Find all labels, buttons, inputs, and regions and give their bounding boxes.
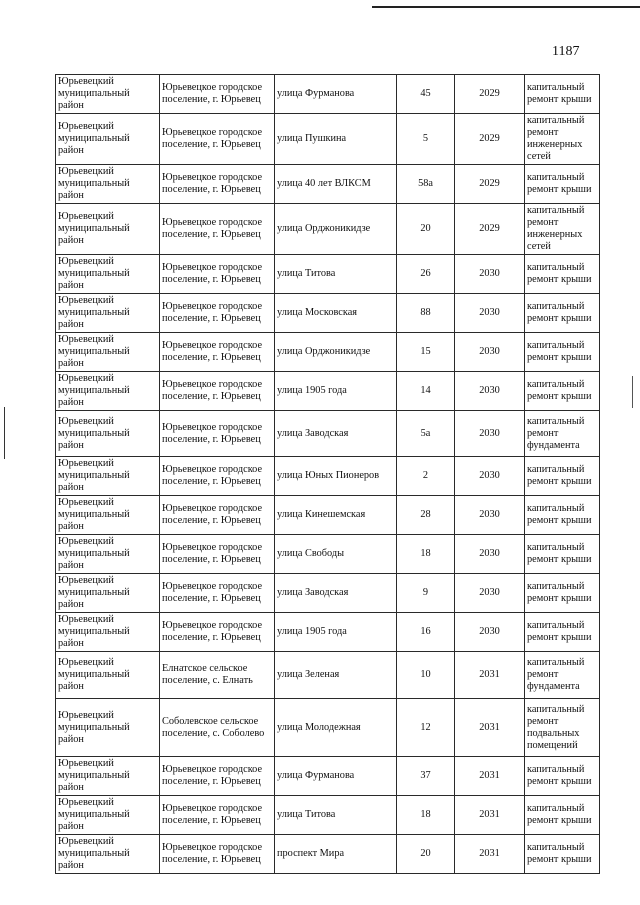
year-cell: 2029 [455,165,525,204]
house-number-cell: 26 [397,255,455,294]
street-cell: улица Заводская [275,574,397,613]
table-row [56,333,600,372]
district-cell: Юрьевецкий муниципальный район [56,114,160,165]
street-cell: улица Заводская [275,411,397,457]
work-type-cell: капитальный ремонт крыши [525,757,600,796]
work-type-cell: капитальный ремонт крыши [525,165,600,204]
house-number-cell: 5а [397,411,455,457]
table-row [56,294,600,333]
district-cell: Юрьевецкий муниципальный район [56,255,160,294]
district-cell: Юрьевецкий муниципальный район [56,372,160,411]
year-cell: 2030 [455,372,525,411]
settlement-cell: Юрьевецкое городское поселение, г. Юрьевец [160,372,275,411]
housing-repair-table [55,74,600,874]
year-cell: 2030 [455,535,525,574]
settlement-cell: Юрьевецкое городское поселение, г. Юрьевец [160,204,275,255]
work-type-cell: капитальный ремонт фундамента [525,652,600,699]
settlement-cell: Юрьевецкое городское поселение, г. Юрьевец [160,535,275,574]
table-row [56,114,600,165]
street-cell: улица 1905 года [275,372,397,411]
settlement-cell: Юрьевецкое городское поселение, г. Юрьевец [160,75,275,114]
house-number-cell: 37 [397,757,455,796]
house-number-cell: 16 [397,613,455,652]
table-row [56,255,600,294]
settlement-cell: Соболевское сельское поселение, с. Соболево [160,699,275,757]
street-cell: проспект Мира [275,835,397,874]
house-number-cell: 20 [397,835,455,874]
year-cell: 2031 [455,835,525,874]
scan-edge-mark-right [632,376,633,408]
district-cell: Юрьевецкий муниципальный район [56,204,160,255]
street-cell: улица Московская [275,294,397,333]
year-cell: 2031 [455,652,525,699]
year-cell: 2030 [455,255,525,294]
settlement-cell: Юрьевецкое городское поселение, г. Юрьевец [160,411,275,457]
street-cell: улица Фурманова [275,75,397,114]
street-cell: улица 1905 года [275,613,397,652]
street-cell: улица Молодежная [275,699,397,757]
work-type-cell: капитальный ремонт крыши [525,796,600,835]
house-number-cell: 10 [397,652,455,699]
district-cell: Юрьевецкий муниципальный район [56,757,160,796]
table-row [56,165,600,204]
work-type-cell: капитальный ремонт крыши [525,255,600,294]
house-number-cell: 20 [397,204,455,255]
work-type-cell: капитальный ремонт инженерных сетей [525,204,600,255]
work-type-cell: капитальный ремонт крыши [525,457,600,496]
year-cell: 2030 [455,294,525,333]
year-cell: 2029 [455,204,525,255]
settlement-cell: Юрьевецкое городское поселение, г. Юрьевец [160,333,275,372]
district-cell: Юрьевецкий муниципальный район [56,835,160,874]
year-cell: 2031 [455,757,525,796]
year-cell: 2030 [455,457,525,496]
work-type-cell: капитальный ремонт крыши [525,333,600,372]
settlement-cell: Юрьевецкое городское поселение, г. Юрьевец [160,574,275,613]
street-cell: улица Зеленая [275,652,397,699]
district-cell: Юрьевецкий муниципальный район [56,535,160,574]
year-cell: 2031 [455,699,525,757]
district-cell: Юрьевецкий муниципальный район [56,333,160,372]
house-number-cell: 45 [397,75,455,114]
district-cell: Юрьевецкий муниципальный район [56,75,160,114]
district-cell: Юрьевецкий муниципальный район [56,699,160,757]
street-cell: улица Кинешемская [275,496,397,535]
work-type-cell: капитальный ремонт крыши [525,535,600,574]
settlement-cell: Юрьевецкое городское поселение, г. Юрьевец [160,457,275,496]
year-cell: 2029 [455,114,525,165]
top-rule [372,6,640,8]
table-row [56,204,600,255]
street-cell: улица Титова [275,255,397,294]
street-cell: улица Титова [275,796,397,835]
table-row [56,372,600,411]
district-cell: Юрьевецкий муниципальный район [56,457,160,496]
year-cell: 2030 [455,411,525,457]
settlement-cell: Юрьевецкое городское поселение, г. Юрьевец [160,165,275,204]
district-cell: Юрьевецкий муниципальный район [56,294,160,333]
work-type-cell: капитальный ремонт крыши [525,372,600,411]
work-type-cell: капитальный ремонт крыши [525,294,600,333]
table-row [56,535,600,574]
street-cell: улица Свободы [275,535,397,574]
work-type-cell: капитальный ремонт инженерных сетей [525,114,600,165]
street-cell: улица Орджоникидзе [275,204,397,255]
street-cell: улица Юных Пионеров [275,457,397,496]
house-number-cell: 5 [397,114,455,165]
table-row [56,411,600,457]
settlement-cell: Юрьевецкое городское поселение, г. Юрьевец [160,757,275,796]
page-number: 1187 [552,44,580,59]
district-cell: Юрьевецкий муниципальный район [56,796,160,835]
street-cell: улица 40 лет ВЛКСМ [275,165,397,204]
district-cell: Юрьевецкий муниципальный район [56,496,160,535]
work-type-cell: капитальный ремонт крыши [525,496,600,535]
table-row [56,699,600,757]
house-number-cell: 88 [397,294,455,333]
house-number-cell: 14 [397,372,455,411]
work-type-cell: капитальный ремонт крыши [525,75,600,114]
table-row [56,496,600,535]
year-cell: 2030 [455,613,525,652]
table-row [56,613,600,652]
year-cell: 2030 [455,574,525,613]
settlement-cell: Юрьевецкое городское поселение, г. Юрьевец [160,835,275,874]
table-row [56,835,600,874]
work-type-cell: капитальный ремонт крыши [525,835,600,874]
house-number-cell: 58а [397,165,455,204]
district-cell: Юрьевецкий муниципальный район [56,613,160,652]
scan-edge-mark [4,407,5,459]
table-row [56,757,600,796]
table-row [56,796,600,835]
year-cell: 2030 [455,333,525,372]
settlement-cell: Юрьевецкое городское поселение, г. Юрьевец [160,613,275,652]
table-row [56,457,600,496]
settlement-cell: Юрьевецкое городское поселение, г. Юрьевец [160,255,275,294]
year-cell: 2029 [455,75,525,114]
work-type-cell: капитальный ремонт крыши [525,574,600,613]
street-cell: улица Пушкина [275,114,397,165]
house-number-cell: 2 [397,457,455,496]
house-number-cell: 18 [397,535,455,574]
district-cell: Юрьевецкий муниципальный район [56,411,160,457]
work-type-cell: капитальный ремонт крыши [525,613,600,652]
house-number-cell: 15 [397,333,455,372]
district-cell: Юрьевецкий муниципальный район [56,574,160,613]
table-row [56,75,600,114]
district-cell: Юрьевецкий муниципальный район [56,165,160,204]
house-number-cell: 12 [397,699,455,757]
settlement-cell: Юрьевецкое городское поселение, г. Юрьевец [160,294,275,333]
table-body [56,75,600,874]
street-cell: улица Фурманова [275,757,397,796]
settlement-cell: Юрьевецкое городское поселение, г. Юрьевец [160,496,275,535]
table-row [56,652,600,699]
settlement-cell: Елнатское сельское поселение, с. Елнать [160,652,275,699]
house-number-cell: 28 [397,496,455,535]
house-number-cell: 9 [397,574,455,613]
street-cell: улица Орджоникидзе [275,333,397,372]
settlement-cell: Юрьевецкое городское поселение, г. Юрьевец [160,796,275,835]
settlement-cell: Юрьевецкое городское поселение, г. Юрьевец [160,114,275,165]
house-number-cell: 18 [397,796,455,835]
table-row [56,574,600,613]
year-cell: 2030 [455,496,525,535]
work-type-cell: капитальный ремонт фундамента [525,411,600,457]
district-cell: Юрьевецкий муниципальный район [56,652,160,699]
work-type-cell: капитальный ремонт подвальных помещений [525,699,600,757]
year-cell: 2031 [455,796,525,835]
